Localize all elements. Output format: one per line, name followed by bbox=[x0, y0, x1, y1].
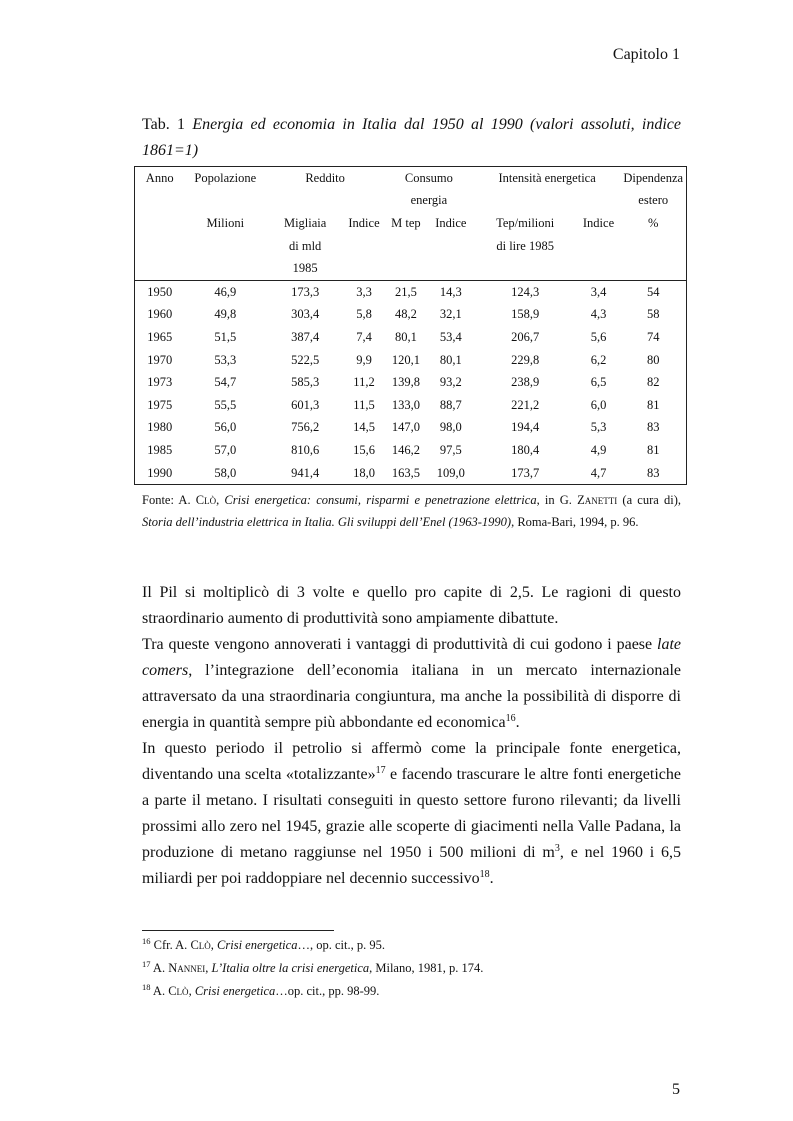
table-cell: 49,8 bbox=[214, 307, 237, 322]
header-estero: estero bbox=[620, 190, 686, 213]
table-cell: 11,5 bbox=[353, 397, 375, 412]
footnote bbox=[142, 980, 681, 1003]
paragraph bbox=[142, 632, 681, 736]
table-cell: 147,0 bbox=[391, 420, 420, 435]
table-header-row bbox=[135, 212, 687, 235]
text-span: , bbox=[205, 961, 212, 975]
year-cell: 1960 bbox=[135, 304, 185, 327]
header-indice-consumo: Indice bbox=[435, 215, 467, 230]
table-cell: 80,1 bbox=[395, 329, 417, 344]
table-cell: 98,0 bbox=[439, 420, 462, 435]
table-cell: 18,0 bbox=[344, 462, 384, 485]
text-span: , l’integrazione dell’economia italiana in un mercato internazionale attraversato da una straordinaria congiuntura, ma anche la possibilità di disporre di energia in quantità sempre più abbondante ed economica bbox=[142, 662, 681, 731]
table-cell: 46,9 bbox=[184, 280, 266, 303]
source-lead: Fonte: A. bbox=[142, 493, 196, 507]
table-cell: 4,7 bbox=[577, 462, 621, 485]
header-anno: Anno bbox=[135, 167, 185, 190]
superscript-exponent: 3 bbox=[554, 843, 560, 854]
table-cell: 585,3 bbox=[291, 375, 320, 390]
header-migliaia: Migliaia bbox=[283, 215, 327, 230]
footnote-work: Crisi energetica bbox=[194, 984, 276, 998]
header-reddito: Reddito bbox=[266, 167, 384, 190]
footnote-number: 18 bbox=[142, 982, 151, 992]
page-number: 5 bbox=[672, 1081, 680, 1098]
table-cell: 173,3 bbox=[266, 280, 344, 303]
table-cell: 109,0 bbox=[428, 462, 474, 485]
header-1985: 1985 bbox=[292, 261, 318, 276]
table-cell: 158,9 bbox=[511, 307, 540, 322]
table-cell: 57,0 bbox=[214, 442, 237, 457]
year-cell: 1975 bbox=[135, 394, 185, 417]
table-cell: 32,1 bbox=[439, 307, 462, 322]
table-cell: 387,4 bbox=[291, 329, 320, 344]
header-di-mld: di mld bbox=[289, 238, 322, 253]
footnote-ref: 16 bbox=[505, 713, 516, 724]
table-body bbox=[135, 280, 687, 484]
paragraph: Il Pil si moltiplicò di 3 volte e quello pro capite di 2,5. Le ragioni di questo straordinario aumento di produttività sono ampiamente dibattute. bbox=[142, 584, 681, 627]
footnote-work: Crisi energetica bbox=[217, 938, 298, 952]
text-span: . bbox=[515, 714, 520, 731]
table-cell: 58 bbox=[620, 304, 686, 327]
table-row bbox=[135, 394, 687, 417]
table-header-row bbox=[135, 235, 687, 258]
table-cell: 15,6 bbox=[353, 442, 375, 457]
footnote-number: 16 bbox=[142, 936, 151, 946]
table-row bbox=[135, 462, 687, 485]
table-cell: 3,4 bbox=[577, 280, 621, 303]
source-in: , in G. bbox=[536, 493, 578, 507]
year-cell: 1973 bbox=[135, 371, 185, 394]
text-span: , e nel 1960 i 6,5 miliardi per poi raddoppiare nel decennio successivo bbox=[142, 844, 682, 887]
table-cell: 58,0 bbox=[184, 462, 266, 485]
body-text bbox=[142, 580, 681, 892]
table-cell: 163,5 bbox=[384, 462, 428, 485]
footnote-author: Nannei bbox=[168, 961, 206, 975]
footnotes bbox=[142, 934, 681, 1003]
table-cell: 54 bbox=[620, 280, 686, 303]
table-cell: 11,2 bbox=[353, 375, 375, 390]
table-cell: 810,6 bbox=[291, 442, 320, 457]
table-cell: 756,2 bbox=[291, 420, 320, 435]
footnote-number: 17 bbox=[142, 959, 151, 969]
table-cell: 55,5 bbox=[214, 397, 237, 412]
year-cell: 1950 bbox=[135, 280, 185, 303]
table-cell: 9,9 bbox=[356, 352, 372, 367]
footnote-author: Clò bbox=[190, 938, 211, 952]
table-cell: 48,2 bbox=[395, 307, 417, 322]
header-di-lire: di lire 1985 bbox=[496, 238, 554, 253]
table-cell: 51,5 bbox=[214, 329, 237, 344]
header-mtep: M tep bbox=[391, 215, 421, 230]
text-span: . bbox=[489, 870, 494, 887]
table-cell: 146,2 bbox=[391, 442, 420, 457]
table-cell: 81 bbox=[620, 439, 686, 462]
text-span: …, op. cit., p. 95. bbox=[297, 938, 385, 952]
header-intensita: Intensità energetica bbox=[474, 167, 621, 190]
table-caption bbox=[142, 112, 681, 164]
table-row bbox=[135, 417, 687, 440]
table-cell: 7,4 bbox=[356, 329, 372, 344]
table-cell: 21,5 bbox=[384, 280, 428, 303]
year-cell: 1970 bbox=[135, 349, 185, 372]
header-dipendenza: Dipendenza bbox=[620, 167, 686, 190]
table-header-row bbox=[135, 190, 687, 213]
table-cell: 6,5 bbox=[590, 375, 607, 390]
table-cell: 56,0 bbox=[214, 420, 237, 435]
table-cell: 88,7 bbox=[439, 397, 462, 412]
table-cell: 93,2 bbox=[439, 375, 462, 390]
header-percent: % bbox=[620, 212, 686, 235]
table-cell: 4,9 bbox=[590, 442, 607, 457]
caption-prefix: Tab. 1 bbox=[142, 116, 186, 133]
source-sep: , bbox=[216, 493, 225, 507]
source-book: Storia dell’industria elettrica in Italia. Gli sviluppi dell’Enel (1963-1990) bbox=[142, 515, 512, 529]
table-row bbox=[135, 371, 687, 394]
table-cell: 5,6 bbox=[590, 329, 607, 344]
footnote-separator bbox=[142, 930, 334, 931]
year-cell: 1965 bbox=[135, 326, 185, 349]
table-cell: 81 bbox=[620, 394, 686, 417]
table-row bbox=[135, 304, 687, 327]
text-span: , bbox=[210, 938, 218, 952]
energy-economy-table bbox=[134, 166, 687, 485]
table-header-row bbox=[135, 257, 687, 280]
header-indice-reddito: Indice bbox=[348, 215, 380, 230]
table-cell: 194,4 bbox=[511, 420, 540, 435]
table-cell: 4,3 bbox=[590, 307, 607, 322]
header-tep-milioni: Tep/milioni bbox=[496, 215, 555, 230]
text-span: , bbox=[188, 984, 195, 998]
text-span: …op. cit., pp. 98-99. bbox=[275, 984, 380, 998]
footnote-ref: 18 bbox=[479, 869, 490, 880]
table-cell: 221,2 bbox=[511, 397, 540, 412]
table-cell: 6,0 bbox=[590, 397, 607, 412]
header-popolazione: Popolazione bbox=[184, 167, 266, 190]
table-cell: 53,4 bbox=[439, 329, 462, 344]
source-author: Clò bbox=[195, 493, 217, 507]
table-cell: 83 bbox=[620, 462, 686, 485]
table-cell: 180,4 bbox=[511, 442, 540, 457]
header-indice-intensita: Indice bbox=[582, 215, 615, 230]
footnote-work: L’Italia oltre la crisi energetica bbox=[211, 961, 370, 975]
year-cell: 1985 bbox=[135, 439, 185, 462]
table-cell: 5,3 bbox=[590, 420, 607, 435]
table-cell: 80 bbox=[620, 349, 686, 372]
text-span: , Milano, 1981, p. 174. bbox=[369, 961, 484, 975]
footnote-ref: 17 bbox=[375, 765, 386, 776]
text-span: A. bbox=[150, 984, 169, 998]
year-cell: 1990 bbox=[135, 462, 185, 485]
table-cell: 53,3 bbox=[214, 352, 237, 367]
table-cell: 522,5 bbox=[291, 352, 320, 367]
text-span: e facendo trascurare le altre fonti energetiche a parte il metano. I risultati conseguiti in questo settore furono rilevanti; da livelli prossimi allo zero nel 1945, grazie alle scoperte di giacimenti nella Valle Padana, la produzione di metano raggiunse nel 1950 i 500 milioni di m bbox=[142, 766, 681, 861]
italic-term: late comers bbox=[142, 636, 681, 679]
footnote bbox=[142, 934, 681, 957]
table-cell: 120,1 bbox=[391, 352, 420, 367]
header-energia: energia bbox=[410, 193, 448, 208]
source-cura: (a cura di), bbox=[617, 493, 681, 507]
table-cell: 80,1 bbox=[439, 352, 462, 367]
paragraph bbox=[142, 736, 681, 892]
text-span: A. bbox=[150, 961, 169, 975]
header-consumo: Consumo bbox=[384, 167, 474, 190]
table-row bbox=[135, 280, 687, 303]
table-cell: 97,5 bbox=[439, 442, 462, 457]
table-row bbox=[135, 326, 687, 349]
table-cell: 303,4 bbox=[291, 307, 320, 322]
table-cell: 206,7 bbox=[511, 329, 540, 344]
table-cell: 229,8 bbox=[511, 352, 540, 367]
table-cell: 54,7 bbox=[214, 375, 237, 390]
running-header: Capitolo 1 bbox=[612, 46, 680, 63]
footnote-author: Clò bbox=[168, 984, 189, 998]
table-cell: 941,4 bbox=[266, 462, 344, 485]
table-header-row bbox=[135, 167, 687, 190]
text-span: Cfr. A. bbox=[150, 938, 191, 952]
table-row bbox=[135, 349, 687, 372]
table-cell: 83 bbox=[620, 417, 686, 440]
table-cell: 14,5 bbox=[353, 420, 375, 435]
table-cell: 14,3 bbox=[428, 280, 474, 303]
table-cell: 6,2 bbox=[590, 352, 607, 367]
year-cell: 1980 bbox=[135, 417, 185, 440]
table-cell: 5,8 bbox=[356, 307, 372, 322]
header-milioni: Milioni bbox=[206, 215, 245, 230]
table-cell: 3,3 bbox=[344, 280, 384, 303]
source-editor: Zanetti bbox=[577, 493, 618, 507]
table-cell: 133,0 bbox=[391, 397, 420, 412]
source-work: Crisi energetica: consumi, risparmi e penetrazione elettrica bbox=[224, 493, 537, 507]
text-span: In questo periodo il petrolio si affermò come la principale fonte energetica, diventando una scelta «totalizzante» bbox=[142, 740, 681, 783]
table-cell: 601,3 bbox=[291, 397, 320, 412]
table-cell: 139,8 bbox=[391, 375, 420, 390]
text-span: Tra queste vengono annoverati i vantaggi di produttività di cui godono i paese bbox=[142, 636, 657, 653]
table-row bbox=[135, 439, 687, 462]
table-cell: 124,3 bbox=[474, 280, 577, 303]
caption-title: Energia ed economia in Italia dal 1950 al 1990 (valori assoluti, indice 1861=1) bbox=[142, 116, 682, 159]
table-cell: 74 bbox=[620, 326, 686, 349]
source-tail: , Roma-Bari, 1994, p. 96. bbox=[511, 515, 639, 529]
table-source bbox=[142, 489, 681, 533]
table-cell: 173,7 bbox=[474, 462, 577, 485]
table-cell: 238,9 bbox=[511, 375, 540, 390]
footnote bbox=[142, 957, 681, 980]
table-cell: 82 bbox=[620, 371, 686, 394]
